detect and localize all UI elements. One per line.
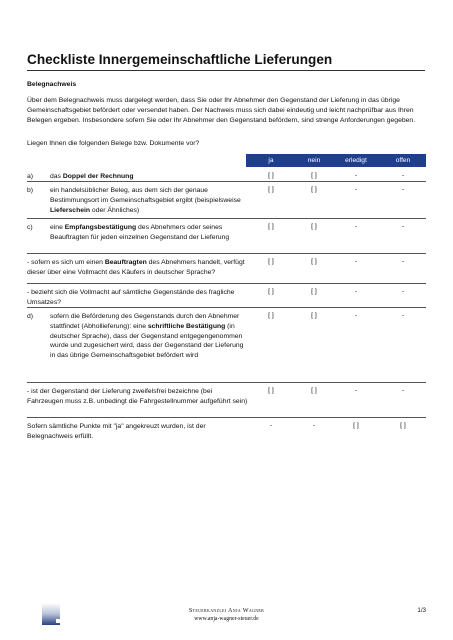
section-heading: Belegnachweis (27, 81, 77, 88)
checkbox-nein[interactable]: [ ] (311, 223, 317, 230)
row-description: sofern die Beförderung des Gegenstands durch den Abnehmer stattfindet (Abhollieferung): eine schriftliche Bestätigung (in deutscher Sprache), dass der Gegenstand entgegengenommen wurde und zugesichert wird, dass der Gegenstand der Lieferung in das übrige Gemeinschaftsgebiet befördert wird (50, 313, 244, 360)
row-description: Sofern sämtliche Punkte mit "ja" angekreuzt wurden, ist der Belegnachweis erfüllt. (27, 423, 206, 440)
checkbox-nein[interactable]: [ ] (311, 172, 317, 179)
row-marker: a) (27, 173, 34, 180)
footer-url: www.anja-wagner-steuer.de (194, 616, 259, 622)
checklist-header (246, 154, 426, 167)
checkbox-nein[interactable]: [ ] (311, 258, 317, 265)
page-number: 1/3 (417, 607, 426, 614)
checkbox-offen[interactable]: [ ] (400, 422, 406, 429)
value-erledigt: - (354, 312, 358, 319)
row-description: - bezieht sich die Vollmacht auf sämtliche Gegenstände des fragliche Umsatzes? (27, 289, 235, 306)
value-offen: - (401, 223, 405, 230)
row-description: ein handelsüblicher Beleg, aus dem sich der genaue Bestimmungsort im Gemeinschaftsgebiet ergibt (beispielsweise Lieferschein oder Ähnliches) (50, 187, 241, 214)
footer-firm-name: Steuerkanzlei Anja Wagner (188, 607, 265, 614)
intro-paragraph: Über dem Belegnachweis muss dargelegt werden, dass Sie oder Ihr Abnehmer den Gegenstand der Lieferung in das übrige Gemeinschaftsgebiet befördert oder versendet haben. Der Nachweis muss sich dabei eindeutig und leicht nachprüfbar aus Ihren Belegen ergeben. Insbesondere sofern Sie oder Ihr Abnehmer den Gegenstand befördern, sind strenge Anforderungen gegeben. (27, 97, 416, 125)
checkbox-ja[interactable]: [ ] (268, 258, 274, 265)
checkbox-nein[interactable]: [ ] (311, 312, 317, 319)
row-description: - sofern es sich um einen Beauftragten des Abnehmers handelt, verfügt dieser über eine Vollmacht des Käufers in deutscher Sprache? (27, 259, 245, 276)
column-header-nein: nein (307, 157, 321, 164)
value-erledigt: - (354, 172, 358, 179)
checkbox-ja[interactable]: [ ] (268, 387, 274, 394)
checklist-row (27, 308, 426, 383)
value-offen: - (401, 288, 405, 295)
page-title: Checkliste Innergemeinschaftliche Lieferungen (27, 52, 333, 67)
value-erledigt: - (354, 258, 358, 265)
row-marker: d) (27, 313, 34, 320)
value-erledigt: - (354, 288, 358, 295)
value-offen: - (401, 387, 405, 394)
checkbox-erledigt[interactable]: [ ] (353, 422, 359, 429)
column-header-erledigt: erledigt (345, 157, 367, 164)
value-offen: - (401, 312, 405, 319)
row-marker: c) (27, 224, 33, 231)
row-text (27, 288, 249, 308)
checkbox-nein[interactable]: [ ] (311, 186, 317, 193)
checkbox-ja[interactable]: [ ] (268, 312, 274, 319)
row-text (27, 387, 249, 407)
title-underline (27, 70, 425, 71)
checkbox-ja[interactable]: [ ] (268, 186, 274, 193)
row-description: eine Empfangsbestätigung des Abnehmers oder seines Beauftragten für jeden einzelnen Gegenstand der Lieferung (50, 224, 230, 241)
checkbox-ja[interactable]: [ ] (268, 288, 274, 295)
value-offen: - (401, 186, 405, 193)
checklist-row (27, 284, 426, 308)
value-erledigt: - (354, 387, 358, 394)
checklist-summary-row (27, 418, 426, 442)
row-marker: b) (27, 187, 34, 194)
row-description: das Doppel der Rechnung (50, 173, 134, 180)
value-erledigt: - (354, 223, 358, 230)
column-header-ja: ja (268, 157, 274, 164)
row-text (27, 422, 249, 442)
checkbox-ja[interactable]: [ ] (268, 223, 274, 230)
checkbox-ja[interactable]: [ ] (268, 172, 274, 179)
checkbox-nein[interactable]: [ ] (311, 387, 317, 394)
value-erledigt: - (354, 186, 358, 193)
checklist-row (27, 254, 426, 284)
value-nein: - (312, 422, 316, 429)
checklist-row (27, 383, 426, 418)
checkbox-nein[interactable]: [ ] (311, 288, 317, 295)
column-header-offen: offen (395, 157, 411, 164)
value-ja: - (269, 422, 273, 429)
row-text (27, 258, 249, 278)
intro-question: Liegen Ihnen die folgenden Belege bzw. Dokumente vor? (27, 140, 200, 147)
value-offen: - (401, 258, 405, 265)
value-offen: - (401, 172, 405, 179)
checklist-row (27, 182, 426, 219)
checklist-row (27, 219, 426, 254)
checklist-row (27, 168, 426, 182)
row-description: - ist der Gegenstand der Lieferung zweifelsfrei bezeichne (bei Fahrzeugen muss z.B. unbedingt die Fahrgestellnummer aufgeführt sein) (27, 388, 248, 405)
